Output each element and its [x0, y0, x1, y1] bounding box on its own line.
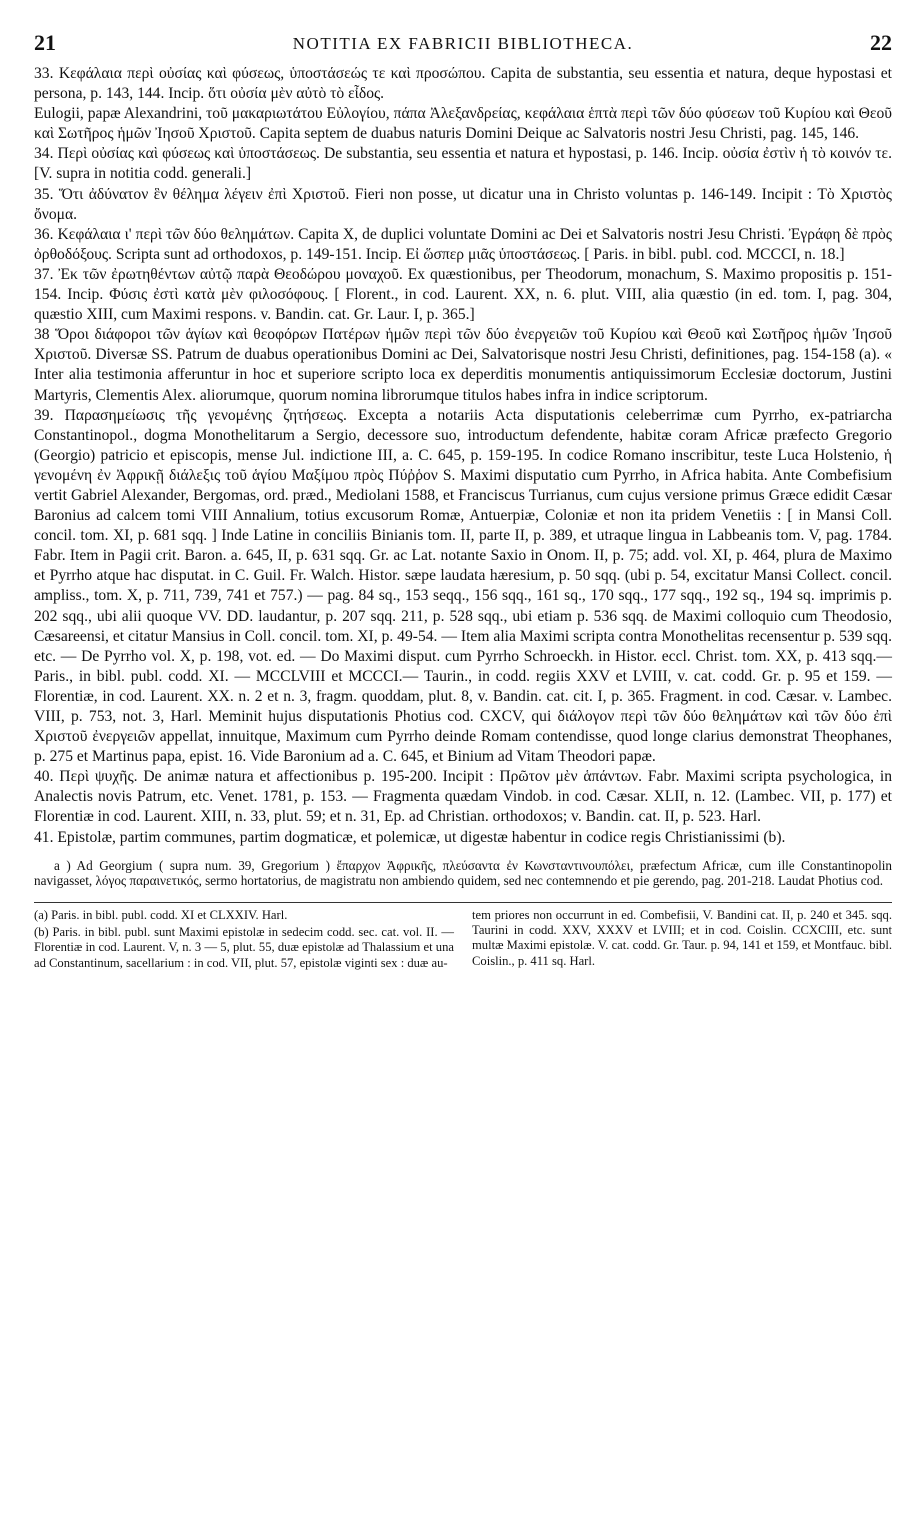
- entry-41: 41. Epistolæ, partim communes, partim dogmaticæ, et polemicæ, ut digestæ habentur in codice regis Christianissimi (b).: [34, 828, 786, 846]
- entry-37: 37. Ἐκ τῶν ἐρωτηθέντων αὐτῷ παρὰ Θεοδώρου μοναχοῦ. Ex quæstionibus, per Theodorum, monachum, S. Maximo propositis p. 151-154. Incip. Φύσις ἐστὶ κατὰ μὲν φιλοσόφους. [ Florent., in cod. Laurent. XX, n. 6. plut. VIII, alia quæstio (in ed. tom. I, pag. 304, quæstio XIII, cum Maximi respons. v. Bandin. cat. Gr. Laur. I, p. 365.]: [34, 265, 892, 324]
- epistle-item-a: a ) Ad Georgium ( supra num. 39, Gregorium ) ἔπαρχον Ἀφρικῆς, πλεύσαντα ἐν Κωνσταντινουπόλει, præfectum Africæ, cum ille Constantinopolin navigasset, λόγος παραινετικός, sermo hortatorius, de magistratu non ambiendo quidem, sed nec contemnendo et pie gerendo, pag. 201-218. Laudat Photius cod.: [34, 857, 892, 889]
- footnotes: [34, 908, 892, 973]
- running-title: NOTITIA EX FABRICII BIBLIOTHECA.: [292, 34, 634, 53]
- footnote-b: (b) Paris. in bibl. publ. sunt Maximi epistolæ in sedecim codd. sec. cat. vol. II. — Florentiæ in cod. Laurent. V, n. 3 — 5, plut. 55, duæ epistolæ ad Thalassium et una ad Constantinum, sacellarium : in cod. VII, plut. 57, epistolæ viginti sex : duæ au-: [34, 925, 454, 970]
- document-page: [34, 30, 892, 973]
- entry-34: 34. Περὶ οὐσίας καὶ φύσεως καὶ ὑποστάσεως. De substantia, seu essentia et natura et hypostasi, p. 146. Incip. οὐσία ἐστὶν ἡ τὸ κοινόν τε. [V. supra in notitia codd. generali.]: [34, 145, 892, 183]
- page-header: [34, 30, 892, 64]
- entry-39: 39. Παρασημείωσις τῆς γενομένης ζητήσεως. Excepta a notariis Acta disputationis celeberrimæ cum Pyrrho, ex-patriarcha Constantinopol., dogma Monothelitarum a Sergio, decessore suo, introductum defendente, habitæ coram Africæ præfecto Gregorio (Georgio) patricio et episcopis, mense Jul. indictione III, a. C. 645, p. 159-195. In codice Romano inscribitur, teste Luca Holstenio, ἡ γενομένη ἐν Ἀφρικῇ διάλεξις τοῦ ἁγίου Μαξίμου πρὸς Πύῤῥον S. Maximi disputatio cum Pyrrho, in Africa habita. Ante Combefisium vertit Gabriel Alexander, Bergomas, ord. præd., Mediolani 1588, et Franciscus Turrianus, cum cujus versione primus Græce edidit Cæsar Baronius ad calcem tomi VIII Annalium, totius excusorum Romæ, Antuerpiæ, Coloniæ et non ita pridem Venetiis : [ in Mansi Coll. concil. tom. XI, p. 681 sqq. ] Inde Latine in conciliis Binianis tom. II, parte II, p. 389, et utraque lingua in Labbeanis tom. V, pag. 1784. Fabr. Item in Pagii crit. Baron. a. 645, II, p. 631 sqq. Gr. ac Lat. notante Saxio in Onom. II, p. 75; add. vol. XI, p. 464, plura de Maximo et Pyrrho atque hac disputat. in C. Guil. Fr. Walch. Histor. sæpe laudata hæresium, p. 50 sqq. (ubi p. 54, excitatur Mansi Collect. concil. ampliss., tom. X, p. 711, 739, 741 et 757.) — pag. 84 sq., 153 seqq., 156 sqq., 161 sq., 170 sqq., 177 sqq., 192 sq., 194 sq. imprimis p. 202 sqq., ubi alii quoque VV. DD. laudantur, p. 207 sqq. 211, p. 528 sqq., ubi etiam p. 536 sqq. de Maximi colloquio cum Theodosio, Cæsareensi, et citatur Mansius in Coll. concil. tom. XI, p. 49-54. — Item alia Maximi scripta contra Monothelitas recensentur p. 539 sqq. etc. — De Pyrrho vol. X, p. 198, vot. ed. — Do Maximi disput. cum Pyrrho Schroeckh. in Histor. eccl. Christ. tom. XX, p. 413 sqq.— Paris., in bibl. publ. codd. XI. — MCCLVIII et MCCCI.— Taurin., in codd. regiis XXV et LVIII, v. cat. codd. Gr. p. 95 et 159. — Florentiæ, in cod. Laurent. XX. n. 2 et n. 3, fragm. quoddam, plut. 8, v. Bandin. cat. cit. I, p. 365. Fragment. in cod. Cæsar. v. Lambec. VIII, p. 753, not. 3, Harl. Meminit hujus disputationis Photius cod. CXCV, qui διάλογον περὶ τῶν δύο θελημάτων καὶ τῶν δύο ἐπὶ Χριστοῦ ἐνεργειῶν appellat, innuitque, Maximum cum Pyrrho deinde Romam contendisse, quod longe clarius demonstrat Theophanes, p. 275 et Martinus papa, epist. 16. Vide Baronium ad a. C. 645, et Binium ad Vitam Theodori papæ.: [34, 406, 892, 766]
- entry-38: 38 Ὅροι διάφοροι τῶν ἁγίων καὶ θεοφόρων Πατέρων ἡμῶν περὶ τῶν δύο ἐνεργειῶν τοῦ Κυρίου καὶ Θεοῦ καὶ Σωτῆρος ἡμῶν Ἰησοῦ Χριστοῦ. Diversæ SS. Patrum de duabus operationibus Domini ac Dei, Salvatorisque nostri Jesu Christi, definitiones, pag. 154-158 (a). « Inter alia testimonia afferuntur in hoc et superiore scripto loca ex deperditis monumentis antiquissimorum Ecclesiæ doctorum, Justini Martyris, Clementis Alex. aliorumque, quorum nomina librorumque titulos habes infra in indice scriptorum.: [34, 326, 892, 404]
- entry-36: 36. Κεφάλαια ι' περὶ τῶν δύο θελημάτων. Capita X, de duplici voluntate Domini ac Dei et Salvatoris nostri Jesu Christi. Ἐγράφη δὲ πρὸς ὀρθοδόξους. Scripta sunt ad orthodoxos, p. 149-151. Incip. Εἰ ὥσπερ μιᾶς ὑποστάσεως. [ Paris. in bibl. publ. cod. MCCCI, n. 18.]: [34, 225, 892, 263]
- page-number-right: 22: [870, 30, 892, 55]
- footnotes-right-column: [472, 908, 892, 973]
- entry-40: 40. Περὶ ψυχῆς. De animæ natura et affectionibus p. 195-200. Incipit : Πρῶτον μὲν ἁπάντων. Fabr. Maximi scripta psychologica, in Analectis novis Patrum, etc. Venet. 1781, p. 153. — Fragmenta quædam Vindob. in cod. Cæsar. XLII, n. 12. (Lambec. VII, p. 177) et Florentiæ in cod. Laurent. XIII, n. 33, plut. 59; et n. 31, Ep. ad Christian. orthodoxos; v. Bandin. cat. II, p. 523. Harl.: [34, 768, 892, 826]
- entry-eulogii: Eulogii, papæ Alexandrini, τοῦ μακαριωτάτου Εὐλογίου, πάπα Ἀλεξανδρείας, κεφάλαια ἑπτὰ περὶ τῶν δύο φύσεων τοῦ Κυρίου καὶ Θεοῦ καὶ Σωτῆρος ἡμῶν Ἰησοῦ Χριστοῦ. Capita septem de duabus naturis Domini Deique ac Salvatoris nostri Jesu Christi, pag. 145, 146.: [34, 105, 892, 143]
- footnote-rule: [34, 902, 892, 903]
- footnote-a: (a) Paris. in bibl. publ. codd. XI et CLXXIV. Harl.: [34, 908, 288, 923]
- footnote-b-continued: tem priores non occurrunt in ed. Combefisii, V. Bandini cat. II, p. 240 et 345. sqq. Taurini in codd. XXV, XXXV et LVIII; et in cod. Coislin. CCXCIII, etc. sunt multæ Maximi epistolæ. V. cat. codd. Gr. Taur. p. 94, 141 et 159, et Montfauc. bibl. Coislin., p. 411 sq. Harl.: [472, 908, 892, 968]
- entry-33: 33. Κεφάλαια περὶ οὐσίας καὶ φύσεως, ὑποστάσεώς τε καὶ προσώπου. Capita de substantia, seu essentia et natura, deque hypostasi et persona, p. 143, 144. Incip. ὅτι οὐσία μὲν αὐτὸ τὸ εἶδος.: [34, 65, 892, 103]
- entry-35: 35. Ὅτι ἀδύνατον ἓν θέλημα λέγειν ἐπὶ Χριστοῦ. Fieri non posse, ut dicatur una in Christo voluntas p. 146-149. Incipit : Τὸ Χριστὸς ὄνομα.: [34, 185, 892, 223]
- footnotes-left-column: [34, 908, 454, 973]
- main-text: [34, 64, 892, 848]
- page-number-left: 21: [34, 30, 56, 55]
